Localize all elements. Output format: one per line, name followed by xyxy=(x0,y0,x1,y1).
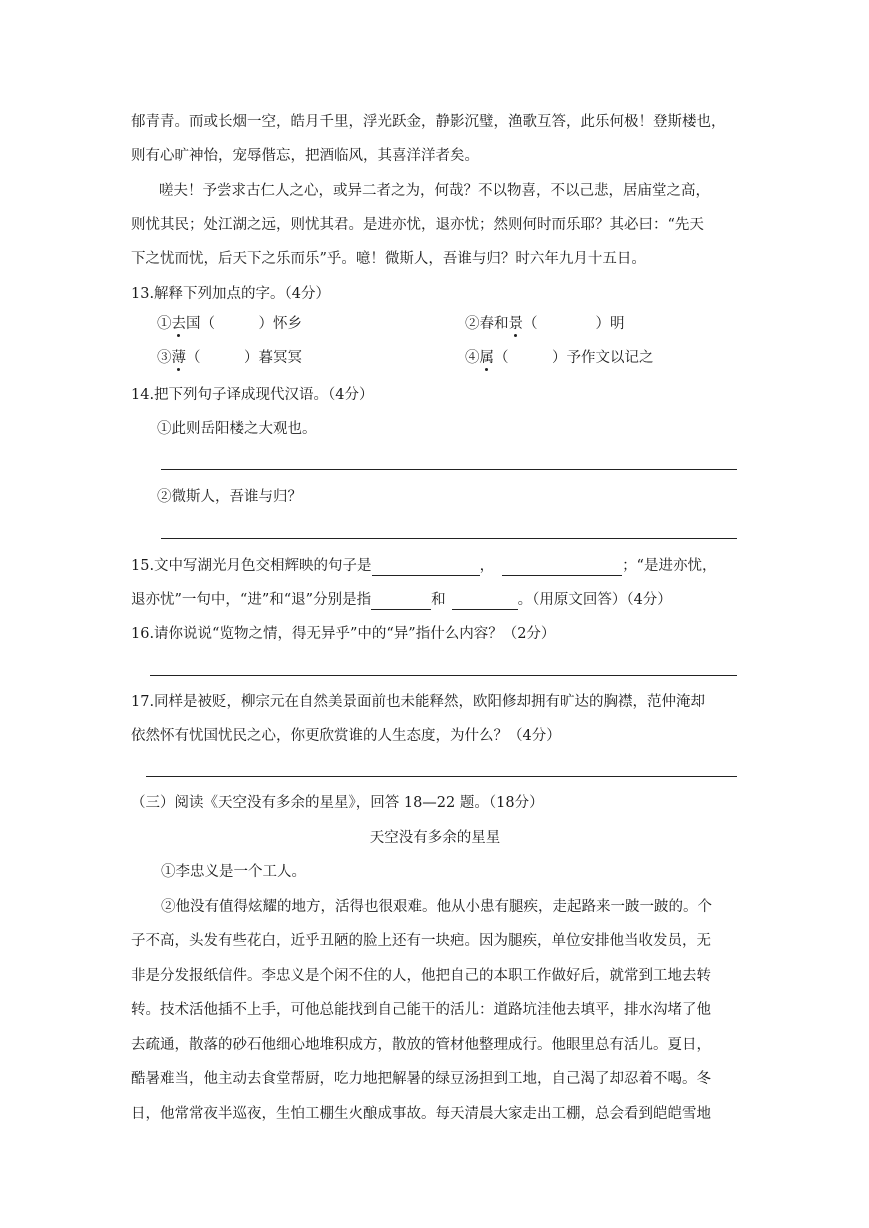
q14-sentence-1: ①此则岳阳楼之大观也。 xyxy=(157,421,317,437)
passage-line: 郁青青。而或长烟一空，皓月千里，浮光跃金，静影沉璧，渔歌互答，此乐何极！登斯楼也， xyxy=(131,114,726,130)
answer-line[interactable] xyxy=(161,538,737,539)
section-3-heading: （三）阅读《天空没有多余的星星》，回答 18—22 题。（18分） xyxy=(131,795,544,811)
fill-blank[interactable] xyxy=(371,593,431,610)
passage-line: 下之忧而忧，后天下之乐而乐”乎。噫！微斯人，吾谁与归？时六年九月十五日。 xyxy=(131,251,646,267)
q13-item-2: ②春和景（ ）明 xyxy=(465,316,625,332)
article-line: 酷暑难当，他主动去食堂帮厨，吃力地把解暑的绿豆汤担到工地，自己渴了却忍着不喝。冬 xyxy=(131,1071,711,1087)
article-line: ②他没有值得炫耀的地方，活得也很艰难。他从小患有腿疾，走起路来一跛一跛的。个 xyxy=(161,899,712,915)
question-15-line-2: 退亦忧”一句中，“进”和“退”分别是指 和 。（用原文回答）（4分） xyxy=(131,592,672,608)
article-line: 转。技术活他插不上手，可他总能找到自己能干的活儿：道路坑洼他去填平，排水沟堵了他 xyxy=(131,1002,711,1018)
question-16-title: 16.请你说说“览物之情，得无异乎”中的“异”指什么内容？（2分） xyxy=(131,626,556,642)
article-title: 天空没有多余的星星 xyxy=(369,830,501,846)
q14-sentence-2: ②微斯人，吾谁与归？ xyxy=(157,489,302,505)
question-13-title: 13.解释下列加点的字。（4分） xyxy=(131,286,331,302)
fill-blank[interactable] xyxy=(502,559,622,576)
passage-line: 则忧其民；处江湖之远，则忧其君。是进亦忧，退亦忧；然则何时而乐耶？其必曰：“先天 xyxy=(131,217,704,233)
article-line: 子不高，头发有些花白，近乎丑陋的脸上还有一块疤。因为腿疾，单位安排他当收发员，无 xyxy=(131,933,711,949)
question-15-line-1: 15.文中写湖光月色交相辉映的句子是 ， ；“是进亦忧， xyxy=(131,558,717,574)
question-17-line-1: 17.同样是被贬，柳宗元在自然美景面前也未能释然，欧阳修却拥有旷达的胸襟，范仲淹却 xyxy=(131,694,706,710)
article-line: 日，他常常夜半巡夜，生怕工棚生火酿成事故。每天清晨大家走出工棚，总会看到皑皑雪地 xyxy=(131,1106,711,1122)
passage-line: 则有心旷神怡，宠辱偕忘，把酒临风，其喜洋洋者矣。 xyxy=(131,148,479,164)
q13-item-1: ①去国（ ）怀乡 xyxy=(157,316,302,332)
emphasis-dot-char: 属 xyxy=(479,350,494,366)
article-paragraph-1: ①李忠义是一个工人。 xyxy=(161,864,306,880)
question-14-title: 14.把下列句子译成现代汉语。（4分） xyxy=(131,387,374,403)
emphasis-dot-char: 景 xyxy=(508,316,523,332)
emphasis-dot-char: 薄 xyxy=(171,350,186,366)
answer-line[interactable] xyxy=(150,675,737,676)
fill-blank[interactable] xyxy=(452,593,518,610)
q13-item-3: ③薄（ ）暮冥冥 xyxy=(157,350,302,366)
q13-item-4: ④属（ ）予作文以记之 xyxy=(465,350,654,366)
answer-line[interactable] xyxy=(161,469,737,470)
passage-line: 嗟夫！予尝求古仁人之心，或异二者之为，何哉？不以物喜，不以己悲，居庙堂之高， xyxy=(159,183,710,199)
question-17-line-2: 依然怀有忧国忧民之心，你更欣赏谁的人生态度，为什么？（4分） xyxy=(131,728,561,744)
article-line: 非是分发报纸信件。李忠义是个闲不住的人，他把自己的本职工作做好后，就常到工地去转 xyxy=(131,968,711,984)
article-line: 去疏通，散落的砂石他细心地堆积成方，散放的管材他整理成行。他眼里总有活儿。夏日， xyxy=(131,1037,711,1053)
fill-blank[interactable] xyxy=(372,559,480,576)
emphasis-dot-char: 去 xyxy=(171,316,186,332)
answer-line[interactable] xyxy=(146,776,737,777)
